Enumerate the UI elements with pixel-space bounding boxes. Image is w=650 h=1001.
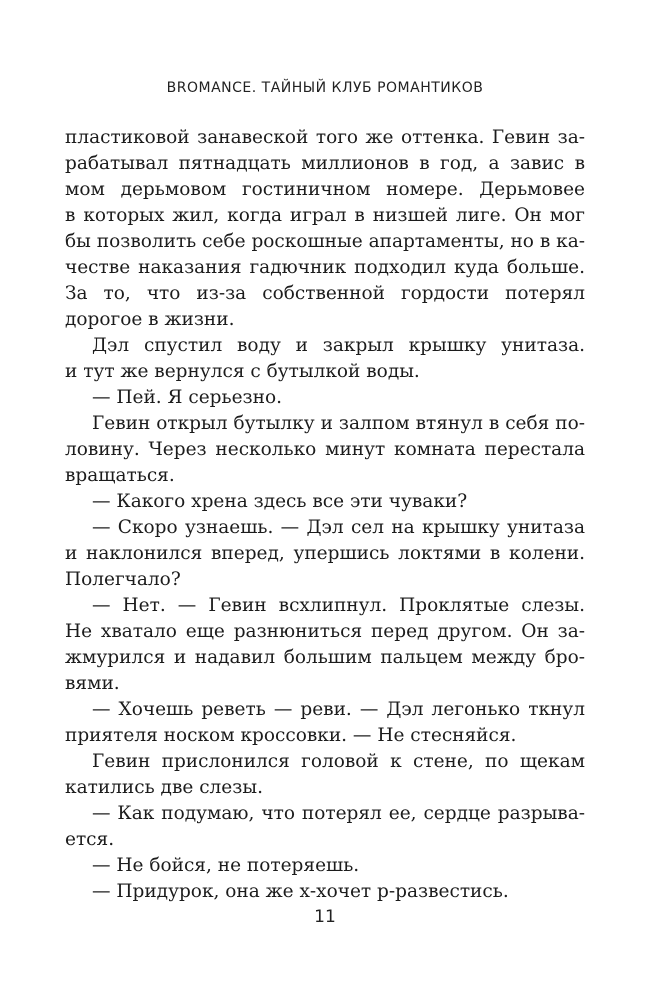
dialogue-line: — Пей. Я серьезно. — [92, 387, 282, 408]
page-number: 11 — [314, 907, 336, 927]
text-line: в которых жил, когда играл в низшей лиге. Он мог — [65, 205, 585, 226]
text-line: Гевин прислонился головой к стене, по щекам — [92, 751, 585, 772]
text-line: и наклонился вперед, упершись локтями в колени. — [65, 543, 585, 564]
text-line: ется. — [65, 829, 115, 850]
text-line: жмурился и надавил большим пальцем между бро- — [65, 647, 585, 668]
text-line: Полегчало? — [65, 569, 181, 590]
text-line: ловину. Через несколько минут комната перестала — [65, 439, 585, 460]
dialogue-line: — Скоро узнаешь. — Дэл сел на крышку унитаза — [92, 517, 585, 538]
text-line: приятеля носком кроссовки. — Не стесняйся. — [65, 725, 517, 746]
text-line: вращаться. — [65, 465, 175, 486]
dialogue-line: — Какого хрена здесь все эти чуваки? — [92, 491, 468, 512]
text-line: честве наказания гадючник подходил куда больше. — [65, 257, 585, 278]
text-line: катились две слезы. — [65, 777, 263, 798]
dialogue-line: — Нет. — Гевин всхлипнул. Проклятые слезы. — [92, 595, 585, 616]
text-line: пластиковой занавеской того же оттенка. Гевин за- — [65, 127, 585, 148]
text-line: бы позволить себе роскошные апартаменты, но в ка- — [65, 231, 585, 252]
text-line: Гевин открыл бутылку и залпом втянул в себя по- — [92, 413, 585, 434]
dialogue-line: — Как подумаю, что потерял ее, сердце разрыва- — [92, 803, 585, 824]
text-line: дорогое в жизни. — [65, 309, 235, 330]
text-line: За то, что из-за собственной гордости потерял — [65, 283, 585, 304]
text-line: Не хватало еще разнюниться перед другом. Он за- — [65, 621, 585, 642]
text-line: вями. — [65, 673, 120, 694]
dialogue-line: — Придурок, она же х-хочет р-развестись. — [92, 881, 509, 902]
dialogue-line: — Не бойся, не потеряешь. — [92, 855, 360, 876]
text-line: и тут же вернулся с бутылкой воды. — [65, 361, 420, 382]
body-text — [65, 125, 585, 905]
text-line: рабатывал пятнадцать миллионов в год, а завис в — [65, 153, 585, 174]
running-header: BROMANCE. ТАЙНЫЙ КЛУБ РОМАНТИКОВ — [166, 80, 484, 96]
text-line: Дэл спустил воду и закрыл крышку унитаза. — [92, 335, 585, 356]
text-line: мом дерьмовом гостиничном номере. Дерьмовее — [65, 179, 585, 200]
dialogue-line: — Хочешь реветь — реви. — Дэл легонько ткнул — [92, 699, 585, 720]
